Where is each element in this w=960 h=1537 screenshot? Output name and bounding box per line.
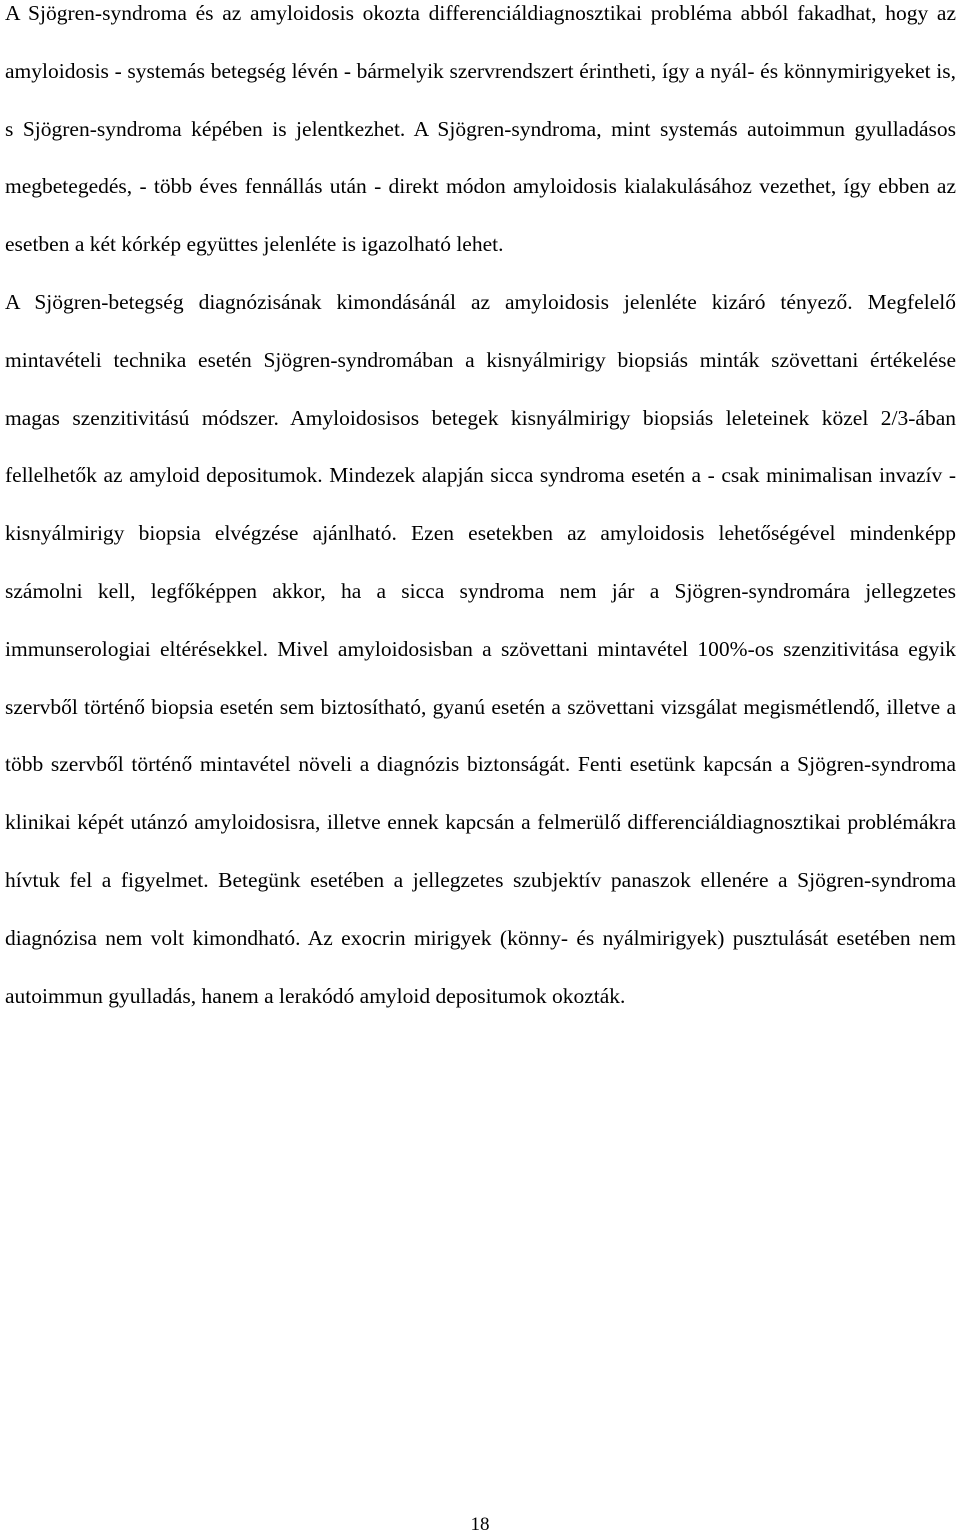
- body-paragraph-1: A Sjögren-syndroma és az amyloidosis okozta differenciáldiagnosztikai probléma abból fakadhat, hogy az amyloidosis - systemás betegség lévén - bármelyik szervrendszert érintheti, így a nyál- és könnymirigyeket is, s Sjögren-syndroma képében is jelentkezhet. A Sjögren-syndroma, mint systemás autoimmun gyulladásos megbetegedés, - több éves fennállás után - direkt módon amyloidosis kialakulásához vezethet, így ebben az esetben a két kórkép együttes jelenléte is igazolható lehet.: [5, 1, 956, 257]
- page-number: 18: [470, 1514, 490, 1535]
- body-paragraph-2: A Sjögren-betegség diagnózisának kimondásánál az amyloidosis jelenléte kizáró tényező. Megfelelő mintavételi technika esetén Sjögren-syndromában a kisnyálmirigy biopsiás minták szövettani értékelése magas szenzitivitású módszer. Amyloidosisos betegek kisnyálmirigy biopsiás leleteinek közel 2/3-ában fellelhetők az amyloid depositumok. Mindezek alapján sicca syndroma esetén a - csak minimalisan invazív - kisnyálmirigy biopsia elvégzése ajánlható. Ezen esetekben az amyloidosis lehetőségével mindenképp számolni kell, legfőképpen akkor, ha a sicca syndroma nem jár a Sjögren-syndromára jellegzetes immunserologiai eltérésekkel. Mivel amyloidosisban a szövettani mintavétel 100%-os szenzitivitása egyik szervből történő biopsia esetén sem biztosítható, gyanú esetén a szövettani vizsgálat megismétlendő, illetve a több szervből történő mintavétel növeli a diagnózis biztonságát. Fenti esetünk kapcsán a Sjögren-syndroma klinikai képét utánzó amyloidosisra, illetve ennek kapcsán a felmerülő differenciáldiagnosztikai problémákra hívtuk fel a figyelmet. Betegünk esetében a jellegzetes szubjektív panaszok ellenére a Sjögren-syndroma diagnózisa nem volt kimondható. Az exocrin mirigyek (könny- és nyálmirigyek) pusztulását esetében nem autoimmun gyulladás, hanem a lerakódó amyloid depositumok okozták.: [5, 289, 956, 1008]
- document-page: [5, 0, 956, 1025]
